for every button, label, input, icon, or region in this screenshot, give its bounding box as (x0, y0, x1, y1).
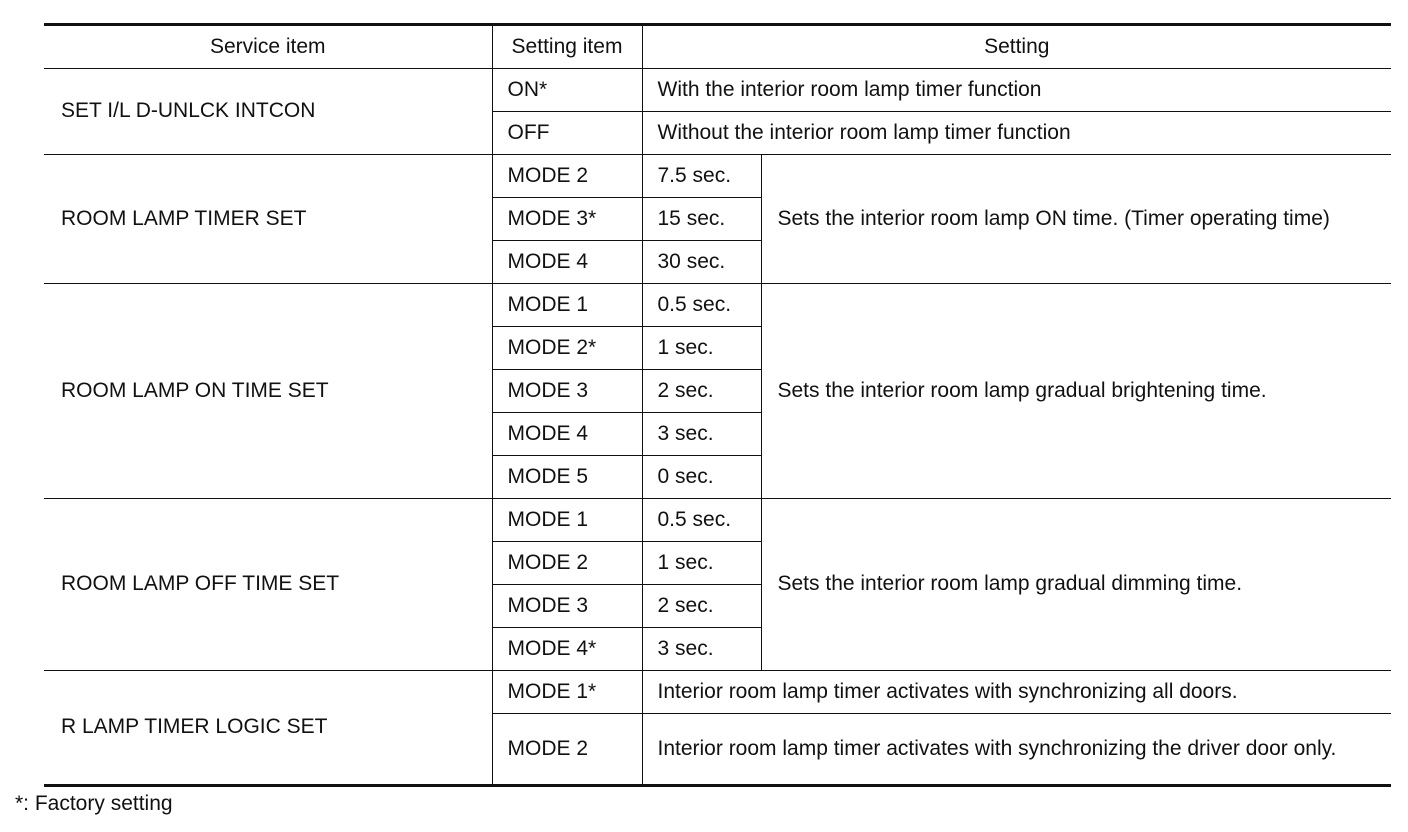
table-header-row (44, 25, 1391, 69)
setting-text-cell: Interior room lamp timer activates with synchronizing all doors. (642, 671, 1391, 714)
setting-value-cell: 0 sec. (642, 456, 761, 499)
setting-value-cell: 7.5 sec. (642, 155, 761, 198)
setting-item-cell: ON* (492, 69, 642, 112)
setting-value-cell: 1 sec. (642, 327, 761, 370)
setting-value-cell: 2 sec. (642, 370, 761, 413)
setting-text-cell: Without the interior room lamp timer function (642, 112, 1391, 155)
setting-item-cell: MODE 1 (492, 499, 642, 542)
setting-item-cell: MODE 2* (492, 327, 642, 370)
service-item-cell: R LAMP TIMER LOGIC SET (44, 671, 492, 786)
setting-item-cell: MODE 4 (492, 413, 642, 456)
setting-value-cell: 0.5 sec. (642, 499, 761, 542)
setting-item-cell: MODE 2 (492, 714, 642, 786)
setting-description-cell: Sets the interior room lamp gradual brightening time. (761, 284, 1391, 499)
setting-value-cell: 3 sec. (642, 628, 761, 671)
table-row (44, 499, 1391, 542)
setting-description-cell: Sets the interior room lamp gradual dimming time. (761, 499, 1391, 671)
setting-item-cell: MODE 3 (492, 585, 642, 628)
setting-item-cell: OFF (492, 112, 642, 155)
setting-item-cell: MODE 2 (492, 155, 642, 198)
setting-item-cell: MODE 4* (492, 628, 642, 671)
header-setting-item: Setting item (492, 25, 642, 69)
setting-item-cell: MODE 3 (492, 370, 642, 413)
service-item-cell: SET I/L D-UNLCK INTCON (44, 69, 492, 155)
setting-value-cell: 30 sec. (642, 241, 761, 284)
service-settings-table (44, 23, 1391, 787)
setting-item-cell: MODE 5 (492, 456, 642, 499)
setting-value-cell: 3 sec. (642, 413, 761, 456)
setting-value-cell: 2 sec. (642, 585, 761, 628)
table-row (44, 671, 1391, 714)
settings-table-container (44, 23, 1391, 787)
setting-item-cell: MODE 1 (492, 284, 642, 327)
setting-text-cell: Interior room lamp timer activates with synchronizing the driver door only. (642, 714, 1391, 786)
header-service-item: Service item (44, 25, 492, 69)
header-setting: Setting (642, 25, 1391, 69)
setting-value-cell: 0.5 sec. (642, 284, 761, 327)
setting-text-cell: With the interior room lamp timer function (642, 69, 1391, 112)
setting-description-cell: Sets the interior room lamp ON time. (Timer operating time) (761, 155, 1391, 284)
setting-item-cell: MODE 1* (492, 671, 642, 714)
service-item-cell: ROOM LAMP TIMER SET (44, 155, 492, 284)
table-row (44, 155, 1391, 198)
setting-item-cell: MODE 2 (492, 542, 642, 585)
factory-setting-footnote: *: Factory setting (15, 792, 173, 815)
table-row (44, 69, 1391, 112)
setting-value-cell: 15 sec. (642, 198, 761, 241)
service-item-cell: ROOM LAMP OFF TIME SET (44, 499, 492, 671)
service-item-cell: ROOM LAMP ON TIME SET (44, 284, 492, 499)
table-row (44, 284, 1391, 327)
setting-value-cell: 1 sec. (642, 542, 761, 585)
setting-item-cell: MODE 3* (492, 198, 642, 241)
setting-item-cell: MODE 4 (492, 241, 642, 284)
